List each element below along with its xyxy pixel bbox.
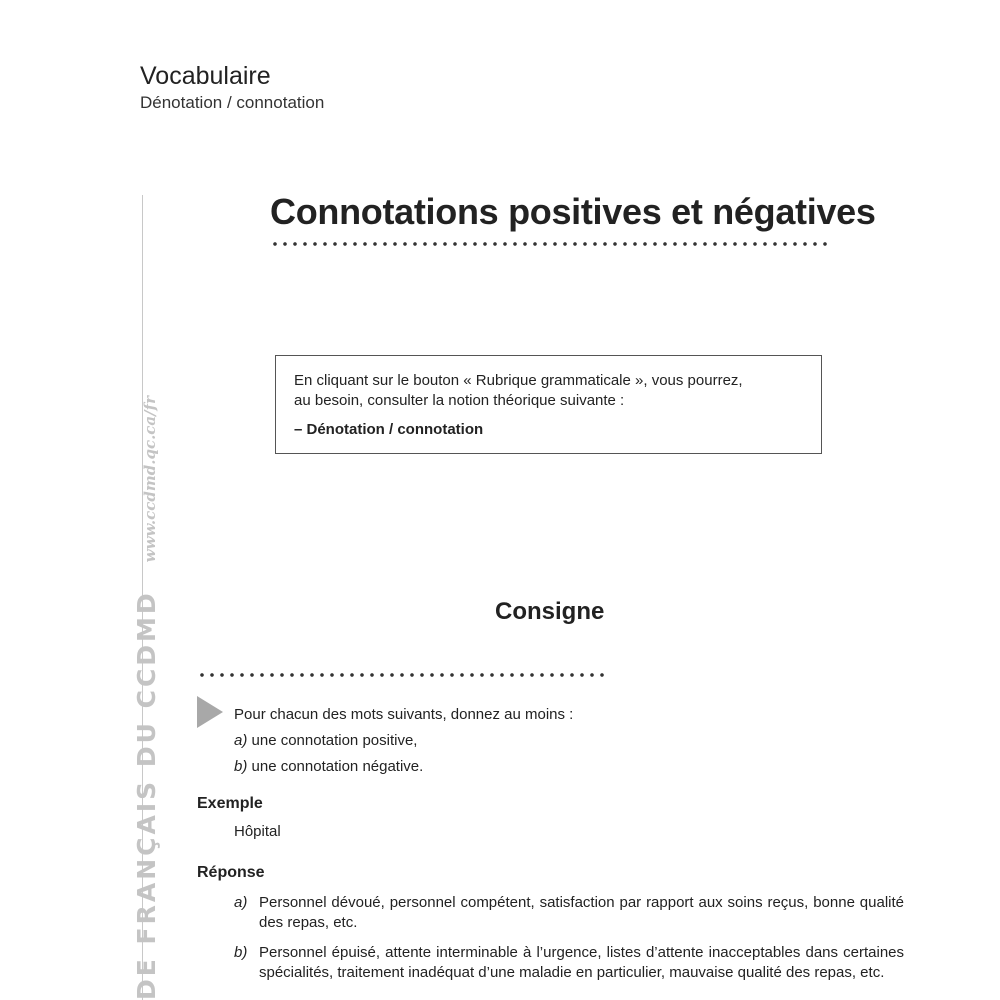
info-notion: – Dénotation / connotation xyxy=(294,421,484,438)
dotted-divider-title xyxy=(270,241,830,247)
instruction-item-a xyxy=(234,728,573,754)
instruction-item-b xyxy=(234,754,573,780)
answer-text: Personnel épuisé, attente interminable à l’urgence, listes d’attente inacceptables dans certaines spécialités, traitement inadéquat d’une maladie en particulier, mauvaise qualité des repas, etc. xyxy=(259,944,904,981)
play-arrow-icon xyxy=(197,696,223,728)
consigne-heading: Consigne xyxy=(495,598,605,625)
sidebar-url[interactable]: www.ccdmd.qc.ca/fr xyxy=(141,396,159,563)
example-word: Hôpital xyxy=(234,823,281,840)
header-subtitle: Dénotation / connotation xyxy=(140,93,325,112)
header-title: Vocabulaire xyxy=(140,62,271,90)
sidebar-brand: DE FRANÇAIS DU CCDMD xyxy=(132,590,161,1000)
vertical-sidebar-text xyxy=(132,396,161,1000)
response-label: Réponse xyxy=(197,864,265,881)
answer-marker: a) xyxy=(234,894,248,911)
dotted-divider-consigne xyxy=(197,672,607,678)
item-text: une connotation positive, xyxy=(251,732,418,749)
answer-marker: b) xyxy=(234,944,248,961)
answer-text: Personnel dévoué, personnel compétent, satisfaction par rapport aux soins reçus, bonne qualité des repas, etc. xyxy=(259,894,904,931)
page-title: Connotations positives et négatives xyxy=(270,191,876,232)
example-label: Exemple xyxy=(197,795,263,812)
page-header xyxy=(140,60,324,114)
info-line-1: En cliquant sur le bouton « Rubrique grammaticale », vous pourrez, xyxy=(294,372,743,389)
item-marker: a) xyxy=(234,732,248,749)
item-marker: b) xyxy=(234,758,248,775)
info-box xyxy=(275,355,822,454)
info-line-2: au besoin, consulter la notion théorique suivante : xyxy=(294,392,625,409)
response-item-b xyxy=(234,943,904,983)
response-item-a xyxy=(234,893,904,933)
item-text: une connotation négative. xyxy=(251,758,424,775)
instruction-intro: Pour chacun des mots suivants, donnez au moins : xyxy=(234,706,574,723)
instructions xyxy=(234,702,573,780)
